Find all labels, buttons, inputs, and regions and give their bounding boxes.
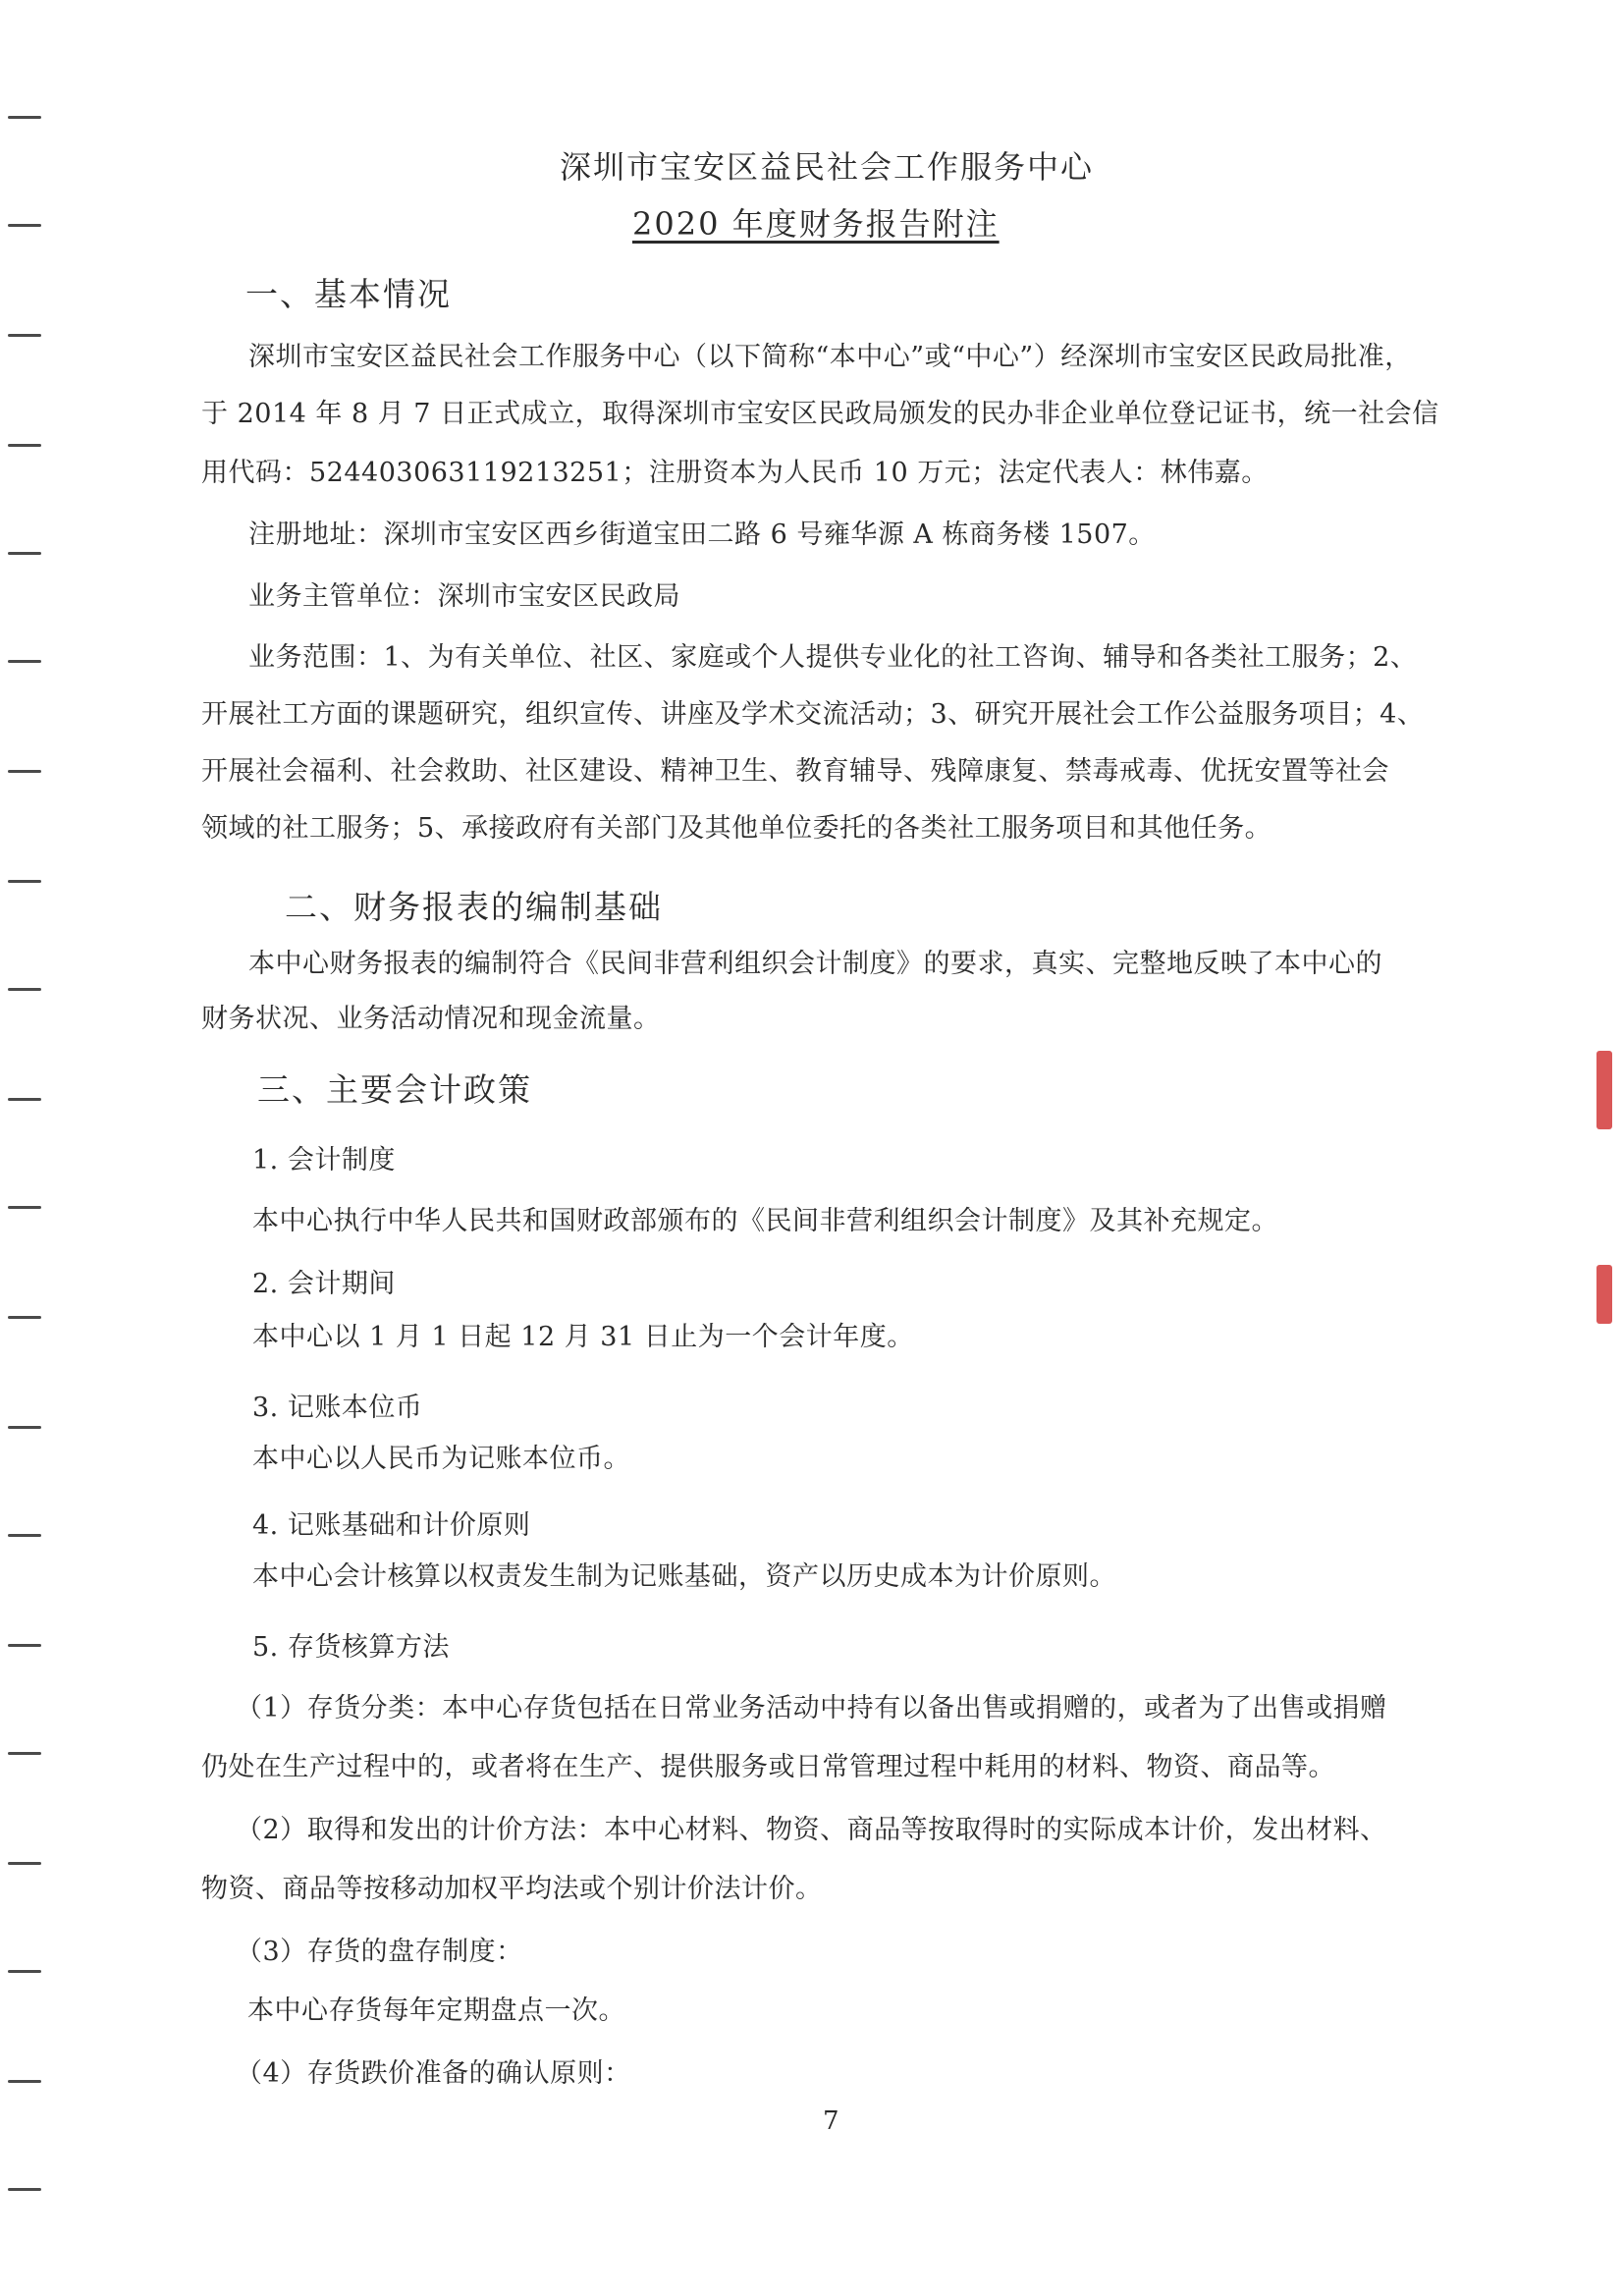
binding-mark: [8, 1534, 41, 1537]
paragraph-line: 本中心存货每年定期盘点一次。: [247, 1995, 625, 2026]
paragraph-line: 财务状况、业务活动情况和现金流量。: [201, 1004, 661, 1034]
binding-mark: [8, 224, 41, 227]
paragraph-line: （4）存货跌价准备的确认原则：: [236, 2058, 631, 2089]
binding-mark: [8, 1644, 41, 1647]
binding-mark: [8, 2080, 41, 2083]
doc-subtitle: 2020 年度财务报告附注: [632, 205, 1000, 243]
subsection-heading: 3. 记账本位币: [252, 1393, 423, 1423]
section-heading-basis: 二、财务报表的编制基础: [285, 888, 663, 926]
binding-mark: [8, 2188, 41, 2191]
paragraph-line: 仍处在生产过程中的，或者将在生产、提供服务或日常管理过程中耗用的材料、物资、商品等。: [201, 1752, 1335, 1782]
section-heading-policies: 三、主要会计政策: [257, 1070, 532, 1109]
subsection-heading: 2. 会计期间: [252, 1269, 396, 1299]
subsection-heading: 5. 存货核算方法: [252, 1632, 450, 1663]
paragraph-line: 业务范围：1、为有关单位、社区、家庭或个人提供专业化的社工咨询、辅导和各类社工服务；2、: [248, 642, 1418, 673]
paragraph-line: 本中心会计核算以权责发生制为记账基础，资产以历史成本为计价原则。: [252, 1561, 1116, 1592]
binding-mark: [8, 660, 41, 663]
binding-mark: [8, 988, 41, 991]
paragraph-line: 本中心以人民币为记账本位币。: [252, 1444, 630, 1474]
paragraph-line: 物资、商品等按移动加权平均法或个别计价法计价。: [201, 1874, 823, 1904]
paragraph-line: （1）存货分类：本中心存货包括在日常业务活动中持有以备出售或捐赠的，或者为了出售或捐赠: [236, 1693, 1387, 1723]
paragraph-line: （3）存货的盘存制度：: [236, 1937, 523, 1967]
section-heading-basic-info: 一、基本情况: [245, 275, 452, 313]
binding-mark: [8, 1862, 41, 1865]
page-number: 7: [823, 2106, 840, 2136]
binding-mark: [8, 1970, 41, 1973]
seal-edge: [1596, 1051, 1612, 1129]
paragraph-line: 深圳市宝安区益民社会工作服务中心（以下简称“本中心”或“中心”）经深圳市宝安区民政局批准，: [248, 342, 1412, 372]
paragraph-line: 用代码：524403063119213251；注册资本为人民币 10 万元；法定代表人：林伟嘉。: [201, 458, 1269, 488]
binding-mark: [8, 552, 41, 555]
binding-mark: [8, 444, 41, 447]
subsection-heading: 4. 记账基础和计价原则: [252, 1510, 531, 1541]
doc-title: 深圳市宝安区益民社会工作服务中心: [560, 148, 1095, 186]
binding-mark: [8, 880, 41, 883]
binding-mark: [8, 334, 41, 337]
binding-mark: [8, 770, 41, 773]
binding-mark: [8, 1426, 41, 1429]
paragraph-line: 领域的社工服务；5、承接政府有关部门及其他单位委托的各类社工服务项目和其他任务。: [201, 813, 1272, 844]
paragraph-line: 本中心执行中华人民共和国财政部颁布的《民间非营利组织会计制度》及其补充规定。: [252, 1206, 1278, 1236]
binding-margin: [0, 0, 59, 2296]
registered-address: 注册地址：深圳市宝安区西乡街道宝田二路 6 号雍华源 A 栋商务楼 1507。: [248, 519, 1156, 550]
binding-mark: [8, 1098, 41, 1101]
seal-edge: [1596, 1265, 1612, 1324]
binding-mark: [8, 116, 41, 119]
paragraph-line: 开展社工方面的课题研究，组织宣传、讲座及学术交流活动；3、研究开展社会工作公益服务项目；4、: [201, 699, 1425, 730]
paragraph-line: 本中心以 1 月 1 日起 12 月 31 日止为一个会计年度。: [252, 1322, 914, 1352]
paragraph-line: 开展社会福利、社会救助、社区建设、精神卫生、教育辅导、残障康复、禁毒戒毒、优抚安置等社会: [201, 756, 1389, 787]
binding-mark: [8, 1206, 41, 1209]
paragraph-line: （2）取得和发出的计价方法：本中心材料、物资、商品等按取得时的实际成本计价，发出材料、: [236, 1815, 1387, 1845]
binding-mark: [8, 1752, 41, 1755]
paragraph-line: 于 2014 年 8 月 7 日正式成立，取得深圳市宝安区民政局颁发的民办非企业单位登记证书，统一社会信: [201, 399, 1439, 429]
supervisory-unit: 业务主管单位：深圳市宝安区民政局: [248, 581, 680, 612]
paragraph-line: 本中心财务报表的编制符合《民间非营利组织会计制度》的要求，真实、完整地反映了本中心的: [248, 949, 1382, 979]
subsection-heading: 1. 会计制度: [252, 1145, 396, 1175]
binding-mark: [8, 1316, 41, 1319]
